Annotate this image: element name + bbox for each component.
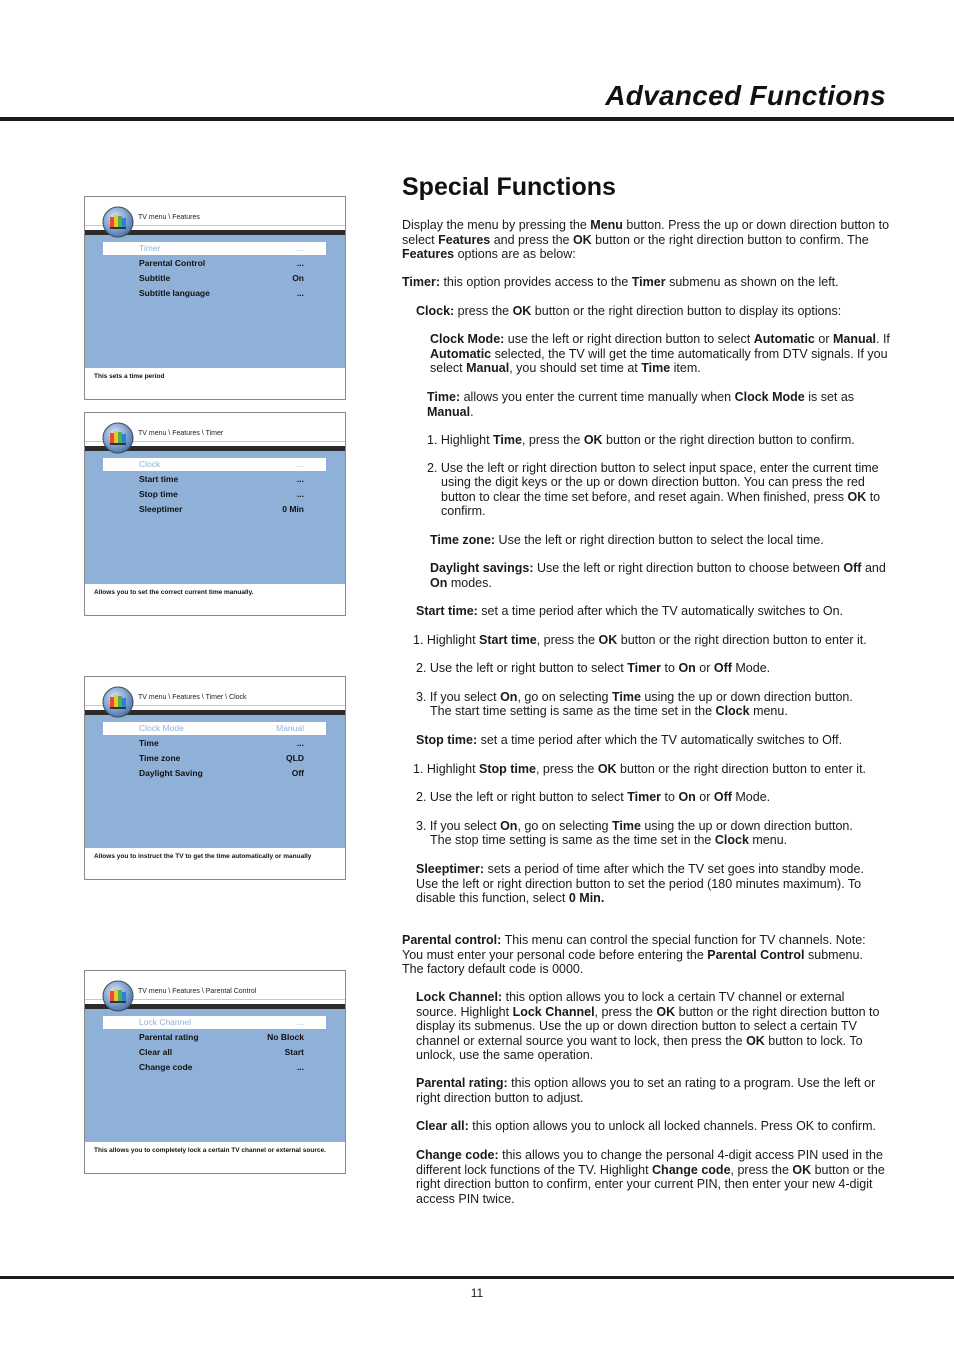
- help-text-bar: [85, 848, 345, 879]
- menu-item-value: ...: [296, 1017, 304, 1027]
- start-step-2: 2. Use the left or right button to select Timer to On or Off Mode.: [416, 661, 771, 675]
- menu-item-value: ...: [296, 288, 304, 298]
- menu-item-label: Subtitle language: [139, 288, 210, 298]
- menu-item-label: Change code: [139, 1062, 193, 1072]
- menu-list: [85, 446, 345, 584]
- time-paragraph: Time: allows you enter the current time manually when Clock Mode is set as Manual.: [427, 390, 855, 419]
- menu-item[interactable]: [103, 1061, 326, 1074]
- footer-rule: [0, 1276, 954, 1279]
- menu-item-value: ...: [296, 459, 304, 469]
- start-time-paragraph: Start time: set a time period after which the TV automatically switches to On.: [416, 604, 844, 618]
- menu-item-label: Time zone: [139, 753, 181, 763]
- help-text: Allows you to set the correct current time manually.: [94, 589, 254, 596]
- menu-list: [85, 1004, 345, 1142]
- menu-item-value: No Block: [267, 1032, 304, 1042]
- menu-item[interactable]: [103, 473, 326, 486]
- lock-channel-paragraph: Lock Channel: this option allows you to lock a certain TV channel or external source. Highlight Lock Channel, press the OK button or the right direction button to display its submenus. Use the up or down direction button to select a certain TV channel or external source you want to lock, then press the OK button to lock. To unlock, use the same operation.: [416, 990, 880, 1062]
- sleeptimer-paragraph: Sleeptimer: sets a period of time after which the TV set goes into standby mode. Use the left or right direction button to set the period (180 minutes maximum). To disable this function, select 0 Min.: [416, 862, 864, 905]
- menu-item[interactable]: [103, 458, 326, 471]
- menu-item[interactable]: [103, 287, 326, 300]
- clock-paragraph: Clock: press the OK button or the right direction button to display its options:: [416, 304, 842, 318]
- menu-breadcrumb: TV menu \ Features \ Timer: [138, 430, 224, 437]
- help-text: This allows you to completely lock a certain TV channel or external source.: [94, 1147, 326, 1154]
- menu-item-value: ...: [296, 258, 304, 268]
- stop-time-paragraph: Stop time: set a time period after which the TV automatically switches to Off.: [416, 733, 843, 747]
- page-number: 11: [470, 1286, 484, 1300]
- menu-item[interactable]: [103, 257, 326, 270]
- clock-mode-paragraph: Clock Mode: use the left or right direction button to select Automatic or Manual. If Automatic selected, the TV will get the time automatically from DTV signals. If you select Manual, you should set time at Time item.: [430, 332, 890, 375]
- stop-step-2: 2. Use the left or right button to select Timer to On or Off Mode.: [416, 790, 771, 804]
- menu-list: [85, 710, 345, 848]
- help-text: This sets a time period: [94, 373, 165, 380]
- menu-item-label: Timer: [139, 243, 161, 253]
- menu-item[interactable]: [103, 503, 326, 516]
- timer-paragraph: Timer: this option provides access to the Timer submenu as shown on the left.: [402, 275, 839, 289]
- menu-item-label: Subtitle: [139, 273, 171, 283]
- menu-item-label: Stop time: [139, 489, 178, 499]
- menu-item-value: ...: [296, 243, 304, 253]
- menu-breadcrumb: TV menu \ Features \ Timer \ Clock: [138, 694, 247, 701]
- menu-item-value: Start: [284, 1047, 304, 1057]
- menu-item-value: Off: [291, 768, 304, 778]
- timer-menu-panel: [84, 412, 346, 616]
- start-step-3-first-line: 3. If you select On, go on selecting Time using the up or down direction button.: [416, 690, 853, 704]
- menu-breadcrumb: TV menu \ Features \ Parental Control: [138, 988, 257, 995]
- help-text: Allows you to instruct the TV to get the time automatically or manually: [94, 853, 312, 860]
- menu-item-value: ...: [296, 474, 304, 484]
- tv-menu-logo-icon: [102, 686, 134, 718]
- features-menu-panel: [84, 196, 346, 400]
- menu-item-label: Sleeptimer: [139, 504, 183, 514]
- parental-control-menu-panel: [84, 970, 346, 1174]
- menu-item[interactable]: [103, 1046, 326, 1059]
- page-header-title: Advanced Functions: [605, 80, 886, 111]
- menu-item-value: 0 Min: [282, 504, 304, 514]
- menu-item[interactable]: [103, 767, 326, 780]
- tv-menu-logo-icon: [102, 422, 134, 454]
- panel-header: [85, 971, 345, 1000]
- daylight-savings-paragraph: Daylight savings: Use the left or right direction button to choose between Off and On modes.: [430, 561, 886, 590]
- menu-item-label: Daylight Saving: [139, 768, 203, 778]
- menu-item[interactable]: [103, 737, 326, 750]
- menu-item-label: Clear all: [139, 1047, 173, 1057]
- menu-item[interactable]: [103, 488, 326, 501]
- parental-control-paragraph: Parental control: This menu can control the special function for TV channels. Note: You must enter your personal code before entering the Parental Control submenu. The factory default code is 0000.: [402, 933, 866, 976]
- stop-step-3-first-line: 3. If you select On, go on selecting Time using the up or down direction button.: [416, 819, 853, 833]
- menu-item[interactable]: [103, 1016, 326, 1029]
- menu-item[interactable]: [103, 272, 326, 285]
- parental-rating-paragraph: Parental rating: this option allows you to set an rating to a program. Use the left or right direction button to adjust.: [416, 1076, 876, 1105]
- header-rule: [0, 117, 954, 121]
- time-step-2-first-line: 2. Use the left or right direction button to select input space, enter the current time: [427, 461, 879, 475]
- time-step-2-rest: using the digit keys or the up or down direction button. You can press the red button to clear the time set before, and reset again. When finished, press OK to confirm.: [441, 475, 881, 518]
- menu-item[interactable]: [103, 1031, 326, 1044]
- stop-step-3-second-line: The stop time setting is same as the time set in the Clock menu.: [430, 833, 788, 847]
- clear-all-paragraph: Clear all: this option allows you to unlock all locked channels. Press OK to confirm.: [416, 1119, 876, 1133]
- section-title: Special Functions: [402, 173, 616, 201]
- stop-step-1: 1. Highlight Stop time, press the OK button or the right direction button to enter it.: [413, 762, 867, 776]
- menu-list: [85, 230, 345, 368]
- help-text-bar: [85, 368, 345, 399]
- start-step-1: 1. Highlight Start time, press the OK button or the right direction button to enter it.: [413, 633, 867, 647]
- menu-item[interactable]: [103, 242, 326, 255]
- menu-item-value: ...: [296, 489, 304, 499]
- menu-item-value: On: [292, 273, 304, 283]
- menu-item-value: ...: [296, 738, 304, 748]
- menu-item-value: QLD: [286, 753, 304, 763]
- menu-breadcrumb: TV menu \ Features: [138, 214, 200, 221]
- menu-item-label: Time: [139, 738, 159, 748]
- menu-item-label: Start time: [139, 474, 179, 484]
- panel-header: [85, 197, 345, 226]
- menu-item-label: Parental Control: [139, 258, 206, 268]
- change-code-paragraph: Change code: this allows you to change the personal 4-digit access PIN used in the different lock functions of the TV. Highlight Change code, press the OK button or the right direction button to confirm, enter your current PIN, then enter your new 4-digit access PIN twice.: [416, 1148, 885, 1206]
- menu-item-label: Parental rating: [139, 1032, 199, 1042]
- menu-item-label: Clock: [139, 459, 161, 469]
- tv-menu-logo-icon: [102, 206, 134, 238]
- menu-item[interactable]: [103, 752, 326, 765]
- tv-menu-logo-icon: [102, 980, 134, 1012]
- clock-menu-panel: [84, 676, 346, 880]
- menu-item-label: Clock Mode: [139, 723, 184, 733]
- menu-item[interactable]: [103, 722, 326, 735]
- time-zone-paragraph: Time zone: Use the left or right direction button to select the local time.: [430, 533, 824, 547]
- menu-item-value: Manual: [276, 723, 304, 733]
- panel-header: [85, 677, 345, 706]
- panel-header: [85, 413, 345, 442]
- time-step-1: 1. Highlight Time, press the OK button or the right direction button to confirm.: [427, 433, 855, 447]
- help-text-bar: [85, 1142, 345, 1173]
- menu-item-value: ...: [296, 1062, 304, 1072]
- menu-item-label: Lock Channel: [139, 1017, 191, 1027]
- intro-paragraph: Display the menu by pressing the Menu button. Press the up or down direction button to select Features and press the OK button or the right direction button to confirm. The Features options are as below:: [402, 218, 890, 261]
- help-text-bar: [85, 584, 345, 615]
- start-step-3-second-line: The start time setting is same as the time set in the Clock menu.: [430, 704, 788, 718]
